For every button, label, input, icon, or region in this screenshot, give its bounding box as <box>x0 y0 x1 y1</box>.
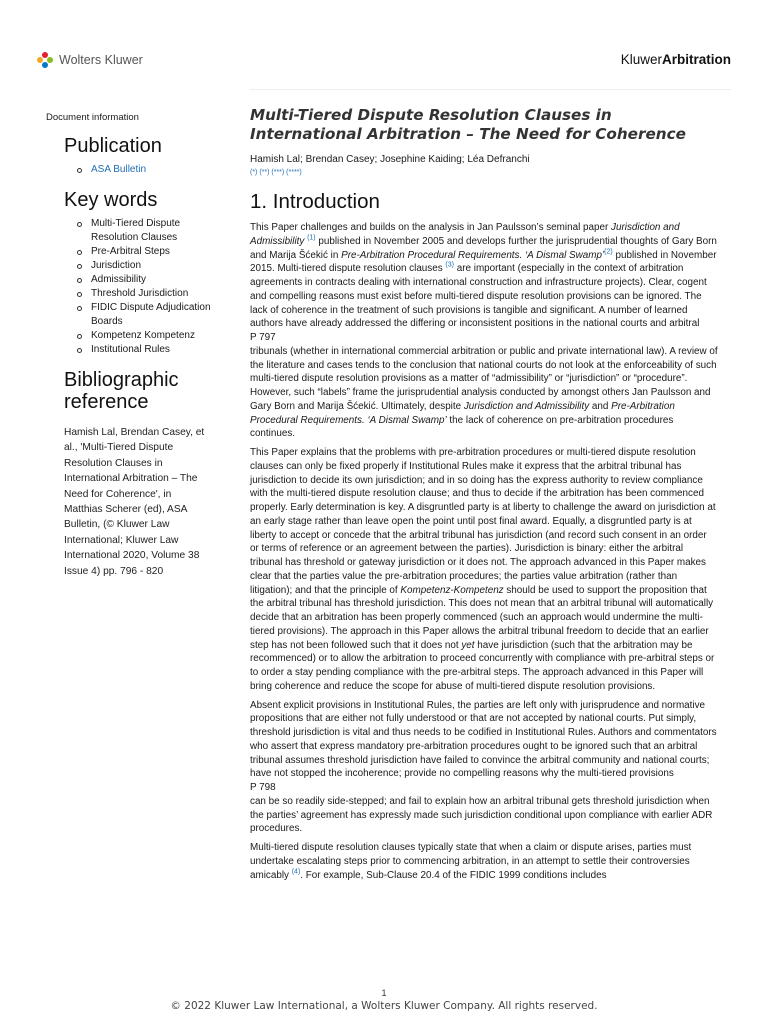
keywords-heading: Key words <box>64 189 158 211</box>
paragraph-3: Absent explicit provisions in Institutional Rules, the parties are left only with jurisprudence and normative propositions that are either not fully understood or that are not accepted by national courts. Put simply, threshold jurisdiction is vital and thus needs to be codified in Institutional Rules. Authors and commentators who assert that express mandatory pre-arbitration procedures ought to be ignored such that an arbitral tribunal assumes threshold jurisdiction have failed to convince the arbitral community and national courts; have not stopped the incoherence; provide no compelling reasons why the multi-tiered provisions P 798 can be so readily side-stepped; and fail to explain how an arbitral tribunal gets threshold jurisdiction when the parties’ agreement has expressly made such jurisdiction conditional upon compliance with earlier ADR procedures. <box>250 699 717 835</box>
wolters-kluwer-name: Wolters Kluwer <box>59 53 143 67</box>
footnote-link-4[interactable]: (4) <box>291 868 301 876</box>
author-notes-links[interactable]: (*) (**) (***) (****) <box>250 169 302 176</box>
sidebar <box>46 112 221 579</box>
footnote-link-1[interactable]: (1) <box>307 234 316 242</box>
page-number: 1 <box>381 988 387 998</box>
keyword-item: Jurisdiction <box>76 259 221 273</box>
article-main <box>250 106 718 887</box>
publication-link[interactable]: ASA Bulletin <box>91 164 147 175</box>
brand-bold: Arbitration <box>662 52 731 67</box>
keyword-item: Kompetenz Kompetenz <box>76 329 221 343</box>
article-body <box>250 221 718 882</box>
footnote-link-2[interactable]: (2) <box>604 248 613 256</box>
keyword-item: Institutional Rules <box>76 343 221 357</box>
section-heading: 1. Introduction <box>250 190 380 213</box>
bibliographic-reference-text: Hamish Lal, Brendan Casey, et al., 'Multi-Tiered Dispute Resolution Clauses in International Arbitration – The Need for Coherence', in Matthias Scherer (ed), ASA Bulletin, (© Kluwer Law International; Kluwer Law International 2020, Volume 38 Issue 4) pp. 796 - 820 <box>64 427 205 577</box>
publication-item <box>76 163 221 177</box>
keyword-item: Pre-Arbitral Steps <box>76 245 221 259</box>
article-authors: Hamish Lal; Brendan Casey; Josephine Kaiding; Léa Defranchi <box>250 154 530 165</box>
page-marker: P 797 <box>250 332 276 343</box>
kluwer-arbitration-brand[interactable] <box>621 52 731 67</box>
brand-regular: Kluwer <box>620 52 662 67</box>
footnote-link-3[interactable]: (3) <box>445 261 454 269</box>
bibliographic-reference-heading: Bibliographic reference <box>64 369 179 413</box>
copyright-notice: © 2022 Kluwer Law International, a Wolters Kluwer Company. All rights reserved. <box>170 1000 598 1012</box>
keywords-list <box>46 217 221 357</box>
paragraph-4: Multi-tiered dispute resolution clauses typically state that when a claim or dispute arises, parties must undertake escalating steps prior to commencing arbitration, in an attempt to settle their controversies amicably $^{(4)}$. For example, Sub-Clause 20.4 of the FIDIC 1999 conditions includes <box>250 842 692 881</box>
page-header <box>0 0 768 92</box>
keyword-item: FIDIC Dispute Adjudication Boards <box>76 301 221 329</box>
wolters-kluwer-logo[interactable] <box>37 52 143 68</box>
wolters-kluwer-mark-icon <box>37 52 53 68</box>
keyword-item: Multi-Tiered Dispute Resolution Clauses <box>76 217 221 245</box>
keyword-item: Threshold Jurisdiction <box>76 287 221 301</box>
header-divider <box>250 89 731 90</box>
paragraph-1: This Paper challenges and builds on the analysis in Jan Paulsson’s seminal paper Jurisdiction and Admissibility $^{(1)}$ published in November 2005 and develops further the jurisprudential thoughts of Gary Born and Marija Šćekić in Pre-Arbitration Procedural Requirements. ‘A Dismal Swamp’$^{(2)}$ published in November 2015. Multi-tiered dispute resolution clauses $^{(3)}$ are important (especially in the context of arbitration agreements in contracts dealing with international construction and infrastructure projects). Clear, cogent and compelling reasons must exist before multi-tiered dispute resolution provisions can be ignored. The lack of coherence in the treatment of such provisions is tangible and significant. A number of learned authors have already addressed the differing or inconsistent positions in the national courts and arbitral P 797 tribunals (whether in international commercial arbitration or public and private international law). A review of the literature and cases tends to the conclusion that national courts do not look at the enforceability of such multi-tiered dispute resolution provisions as a matter of “admissibility” or “jurisdiction” or “procedure”. However, such “labels” frame the jurisprudential analysis conducted by amongst others Jan Paulsson and Gary Born and Marija Šćekić. Ultimately, despite Jurisdiction and Admissibility and Pre-Arbitration Procedural Requirements. ‘A Dismal Swamp’ the lack of coherence on pre-arbitration procedures continues. <box>250 222 718 440</box>
publication-list <box>46 163 221 177</box>
paragraph-2: This Paper explains that the problems with pre-arbitration procedures or multi-tiered dispute resolution clauses can only be fixed properly if Institutional Rules make it express that the arbitral tribunal has jurisdiction to decide its own jurisdiction; and in so doing has the express authority to review compliance with the multi-tiered dispute resolution clause; and thus to decide if the arbitration has been commenced properly. Early determination is key. A disgruntled party is at liberty to challenge the award on jurisdiction at an early stage rather than leave open the point until post final award. Equally, a disgruntled party is at liberty to accept or concede that the arbitral tribunal has jurisdiction (and record such consent in an order or terms of reference or an agreement between the parties). Jurisdiction is binary: either the arbitral tribunal has threshold or gateway jurisdiction or it does not. The approach advanced in this Paper makes clear that the parties value the pre-arbitration procedures; the parties value arbitration (rather than litigation); and that the principle of Kompetenz-Kompetenz should be used to support the proposition that the arbitral tribunal has threshold jurisdiction. This does not mean that an arbitral tribunal will automatically decide that an arbitration has been properly commenced (such an approach would undermine the multi-tiered provisions). The approach in this Paper allows the arbitral tribunal freedom to decide that an earlier step has not been followed such that it does not yet have jurisdiction (such that the arbitration may be recommenced) or to allow the arbitration to proceed concurrently with compliance with pre-arbitral steps or to order a stay pending compliance with the pre-arbitral steps. The approach advanced in this Paper will bring coherence and reduce the scope for abuse of multi-tiered dispute resolution provisions. <box>250 447 716 692</box>
article-title: Multi-Tiered Dispute Resolution Clauses in International Arbitration – The Need for Coherence <box>250 106 686 143</box>
publication-heading: Publication <box>64 135 162 157</box>
document-information-label: Document information <box>46 112 139 123</box>
keyword-item: Admissibility <box>76 273 221 287</box>
page-marker: P 798 <box>250 782 276 793</box>
